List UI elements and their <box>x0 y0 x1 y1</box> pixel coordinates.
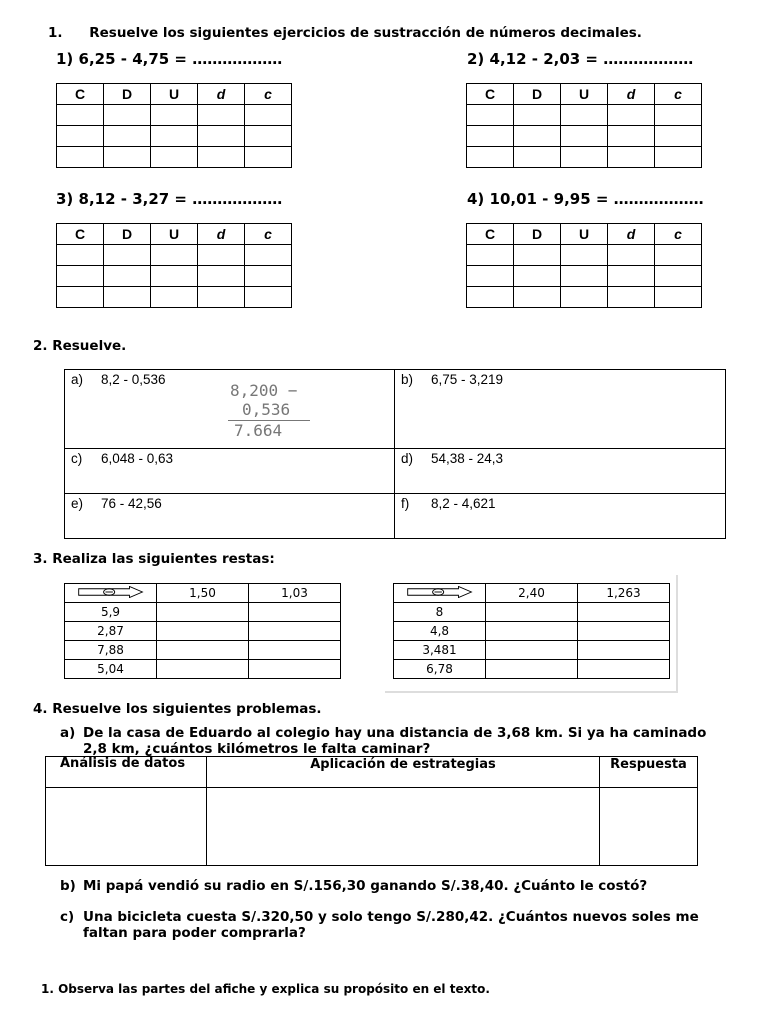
place-value-table-1 <box>56 83 292 168</box>
pv-cell[interactable] <box>104 105 151 126</box>
problem-c-letter: c) <box>60 909 75 925</box>
respuesta-cell[interactable] <box>600 788 698 866</box>
pv-cell[interactable] <box>245 287 292 308</box>
section1-title: Resuelve los siguientes ejercicios de sustracción de números decimales. <box>89 25 642 41</box>
sub-col-header: 1,50 <box>157 584 249 603</box>
sub-row-value: 8 <box>394 603 486 622</box>
problem-b <box>60 878 647 894</box>
exercise-1-label: 1) 6,25 - 4,75 = ……………… <box>56 50 283 68</box>
pv-cell[interactable] <box>561 245 608 266</box>
pv-cell[interactable] <box>608 287 655 308</box>
section2-row <box>65 494 726 539</box>
problem-c <box>60 909 750 941</box>
pv-cell[interactable] <box>198 245 245 266</box>
pv-cell[interactable] <box>245 245 292 266</box>
section2-row <box>65 370 726 449</box>
pv-cell[interactable] <box>608 266 655 287</box>
pv-cell[interactable] <box>514 266 561 287</box>
problem-b-letter: b) <box>60 878 76 894</box>
section4-title: 4. Resuelve los siguientes problemas. <box>33 701 322 717</box>
item-e-letter: e) <box>71 496 84 511</box>
item-f-expr: 8,2 - 4,621 <box>431 496 496 511</box>
item-f-cell[interactable] <box>395 494 726 539</box>
sub-answer-cell[interactable] <box>578 641 670 660</box>
exercise-2-label: 2) 4,12 - 2,03 = ……………… <box>467 50 694 68</box>
pv-cell[interactable] <box>655 105 702 126</box>
pv-cell[interactable] <box>514 287 561 308</box>
pv-header-d: d <box>608 84 655 105</box>
section2-table <box>64 369 726 539</box>
pv-row <box>467 287 702 308</box>
item-a-letter: a) <box>71 372 84 387</box>
sub-row-value: 5,9 <box>65 603 157 622</box>
sub-row-value: 7,88 <box>65 641 157 660</box>
pv-header-d: d <box>198 84 245 105</box>
pv-cell[interactable] <box>104 245 151 266</box>
pv-row <box>57 245 292 266</box>
pv-cell[interactable] <box>57 105 104 126</box>
pv-row <box>467 147 702 168</box>
item-b-expr: 6,75 - 3,219 <box>431 372 504 387</box>
item-c-letter: c) <box>71 451 83 466</box>
pv-cell[interactable] <box>561 147 608 168</box>
problem-a-line1: De la casa de Eduardo al colegio hay una distancia de 3,68 km. Si ya ha caminado <box>83 725 707 741</box>
exercise-3-label: 3) 8,12 - 3,27 = ……………… <box>56 190 283 208</box>
pv-cell[interactable] <box>561 126 608 147</box>
worked-example <box>230 381 310 440</box>
pv-cell[interactable] <box>467 105 514 126</box>
pv-header-c: c <box>655 224 702 245</box>
pv-header-U: U <box>561 224 608 245</box>
sub-answer-cell[interactable] <box>157 622 249 641</box>
item-c-expr: 6,048 - 0,63 <box>101 451 174 466</box>
pv-cell[interactable] <box>245 126 292 147</box>
item-a-expr: 8,2 - 0,536 <box>101 372 166 387</box>
sub-answer-cell[interactable] <box>157 660 249 679</box>
sub-answer-cell[interactable] <box>157 603 249 622</box>
pv-cell[interactable] <box>467 147 514 168</box>
pv-header-c: c <box>655 84 702 105</box>
pv-cell[interactable] <box>467 287 514 308</box>
sub-header-row <box>394 584 670 603</box>
pv-cell[interactable] <box>245 105 292 126</box>
pv-cell[interactable] <box>467 126 514 147</box>
sub-answer-cell[interactable] <box>249 641 341 660</box>
pv-cell[interactable] <box>561 105 608 126</box>
pv-cell[interactable] <box>608 105 655 126</box>
pv-cell[interactable] <box>608 126 655 147</box>
pv-header-U: U <box>561 84 608 105</box>
subtraction-table-2 <box>393 583 670 679</box>
pv-cell[interactable] <box>245 147 292 168</box>
pv-cell[interactable] <box>198 287 245 308</box>
pv-header-d: d <box>608 224 655 245</box>
problem-a-table <box>45 756 698 866</box>
pv-cell[interactable] <box>467 266 514 287</box>
pv-header-D: D <box>104 84 151 105</box>
item-e-expr: 76 - 42,56 <box>101 496 162 511</box>
sub-row-value: 5,04 <box>65 660 157 679</box>
pv-header-C: C <box>467 224 514 245</box>
problem-c-line1: Una bicicleta cuesta S/.320,50 y solo tengo S/.280,42. ¿Cuántos nuevos soles me <box>83 909 699 925</box>
pv-cell[interactable] <box>104 266 151 287</box>
sub-row-value: 6,78 <box>394 660 486 679</box>
pv-header-U: U <box>151 84 198 105</box>
problem-a <box>60 725 750 757</box>
pv-row <box>57 105 292 126</box>
pv-cell[interactable] <box>514 245 561 266</box>
pv-cell[interactable] <box>57 245 104 266</box>
item-d-letter: d) <box>401 451 414 466</box>
pv-cell[interactable] <box>561 287 608 308</box>
arrow-cell <box>394 584 486 603</box>
item-b-cell[interactable] <box>395 370 726 449</box>
pv-row <box>467 126 702 147</box>
pv-header-row <box>57 84 292 105</box>
sub-row <box>394 603 670 622</box>
arrow-minus-icon <box>75 586 147 598</box>
pv-row <box>57 266 292 287</box>
sub-row-value: 2,87 <box>65 622 157 641</box>
subtraction-table-1 <box>64 583 341 679</box>
pv-cell[interactable] <box>198 105 245 126</box>
pv-cell[interactable] <box>245 266 292 287</box>
pv-cell[interactable] <box>104 287 151 308</box>
arrow-minus-icon <box>404 586 476 598</box>
sub-header-row <box>65 584 341 603</box>
pv-cell[interactable] <box>655 147 702 168</box>
header-analisis: Análisis de datos <box>46 757 207 788</box>
sub-answer-cell[interactable] <box>578 622 670 641</box>
pv-cell[interactable] <box>151 245 198 266</box>
sub-row <box>65 641 341 660</box>
section1-number: 1. <box>48 25 63 41</box>
pv-header-D: D <box>514 224 561 245</box>
pv-row <box>467 266 702 287</box>
pv-cell[interactable] <box>104 147 151 168</box>
item-c-cell[interactable] <box>65 449 395 494</box>
pv-header-row <box>467 84 702 105</box>
pv-header-row <box>467 224 702 245</box>
pv-cell[interactable] <box>561 266 608 287</box>
sub-answer-cell[interactable] <box>486 641 578 660</box>
pv-cell[interactable] <box>151 105 198 126</box>
pv-cell[interactable] <box>655 245 702 266</box>
sub-row <box>394 641 670 660</box>
section2-row <box>65 449 726 494</box>
header-respuesta: Respuesta <box>600 757 698 788</box>
place-value-table-2 <box>466 83 702 168</box>
sub-row <box>394 622 670 641</box>
problem-b-line1: Mi papá vendió su radio en S/.156,30 ganando S/.38,40. ¿Cuánto le costó? <box>83 878 648 894</box>
item-b-letter: b) <box>401 372 414 387</box>
header-aplicacion: Aplicación de estrategias <box>207 757 600 788</box>
pv-cell[interactable] <box>57 147 104 168</box>
s4-header-row <box>46 757 698 788</box>
pv-cell[interactable] <box>151 266 198 287</box>
sub-answer-cell[interactable] <box>249 622 341 641</box>
pv-cell[interactable] <box>467 245 514 266</box>
example-subtrahend: 0,536 <box>242 400 291 419</box>
pv-row <box>57 287 292 308</box>
sub-row-value: 3,481 <box>394 641 486 660</box>
pv-header-D: D <box>104 224 151 245</box>
sub-answer-cell[interactable] <box>249 603 341 622</box>
sub-col-header: 1,263 <box>578 584 670 603</box>
item-d-expr: 54,38 - 24,3 <box>431 451 504 466</box>
pv-header-d: d <box>198 224 245 245</box>
pv-cell[interactable] <box>655 266 702 287</box>
pv-cell[interactable] <box>151 126 198 147</box>
analisis-cell[interactable] <box>46 788 207 866</box>
pv-header-c: c <box>245 84 292 105</box>
pv-header-row <box>57 224 292 245</box>
aplicacion-cell[interactable] <box>207 788 600 866</box>
footer-instruction: 1. Observa las partes del afiche y explica su propósito en el texto. <box>41 982 490 996</box>
pv-header-U: U <box>151 224 198 245</box>
sub-row <box>65 660 341 679</box>
pv-cell[interactable] <box>57 266 104 287</box>
pv-cell[interactable] <box>198 147 245 168</box>
pv-cell[interactable] <box>57 287 104 308</box>
sub-col-header: 2,40 <box>486 584 578 603</box>
item-e-cell[interactable] <box>65 494 395 539</box>
pv-cell[interactable] <box>514 147 561 168</box>
pv-cell[interactable] <box>198 266 245 287</box>
pv-cell[interactable] <box>514 126 561 147</box>
section3-title: 3. Realiza las siguientes restas: <box>33 551 275 567</box>
place-value-table-4 <box>466 223 702 308</box>
pv-row <box>467 245 702 266</box>
pv-header-C: C <box>57 224 104 245</box>
sub-row-value: 4,8 <box>394 622 486 641</box>
item-f-letter: f) <box>401 496 410 511</box>
sub-row <box>65 603 341 622</box>
sub-answer-cell[interactable] <box>249 660 341 679</box>
sub-answer-cell[interactable] <box>486 622 578 641</box>
pv-cell[interactable] <box>608 245 655 266</box>
pv-cell[interactable] <box>104 126 151 147</box>
sub-answer-cell[interactable] <box>157 641 249 660</box>
pv-cell[interactable] <box>608 147 655 168</box>
sub-answer-cell[interactable] <box>578 660 670 679</box>
pv-cell[interactable] <box>655 126 702 147</box>
sub-col-header: 1,03 <box>249 584 341 603</box>
exercise-4-label: 4) 10,01 - 9,95 = ……………… <box>467 190 704 208</box>
sub-answer-cell[interactable] <box>486 660 578 679</box>
example-result: 7.664 <box>234 421 283 440</box>
s4-body-row <box>46 788 698 866</box>
pv-header-D: D <box>514 84 561 105</box>
place-value-table-3 <box>56 223 292 308</box>
pv-header-c: c <box>245 224 292 245</box>
item-d-cell[interactable] <box>395 449 726 494</box>
pv-cell[interactable] <box>151 147 198 168</box>
sub-row <box>65 622 341 641</box>
sub-row <box>394 660 670 679</box>
pv-row <box>57 126 292 147</box>
pv-row <box>57 147 292 168</box>
section2-title: 2. Resuelve. <box>33 338 127 354</box>
problem-c-line2: faltan para poder comprarla? <box>83 925 306 941</box>
section1-heading <box>48 25 642 41</box>
pv-header-C: C <box>467 84 514 105</box>
pv-cell[interactable] <box>151 287 198 308</box>
pv-cell[interactable] <box>655 287 702 308</box>
pv-header-C: C <box>57 84 104 105</box>
problem-a-line2: 2,8 km, ¿cuántos kilómetros le falta caminar? <box>83 741 431 757</box>
pv-cell[interactable] <box>514 105 561 126</box>
problem-a-letter: a) <box>60 725 76 741</box>
sub-answer-cell[interactable] <box>486 603 578 622</box>
pv-cell[interactable] <box>57 126 104 147</box>
pv-cell[interactable] <box>198 126 245 147</box>
example-minuend: 8,200 − <box>230 381 298 400</box>
pv-row <box>467 105 702 126</box>
sub-answer-cell[interactable] <box>578 603 670 622</box>
arrow-cell <box>65 584 157 603</box>
